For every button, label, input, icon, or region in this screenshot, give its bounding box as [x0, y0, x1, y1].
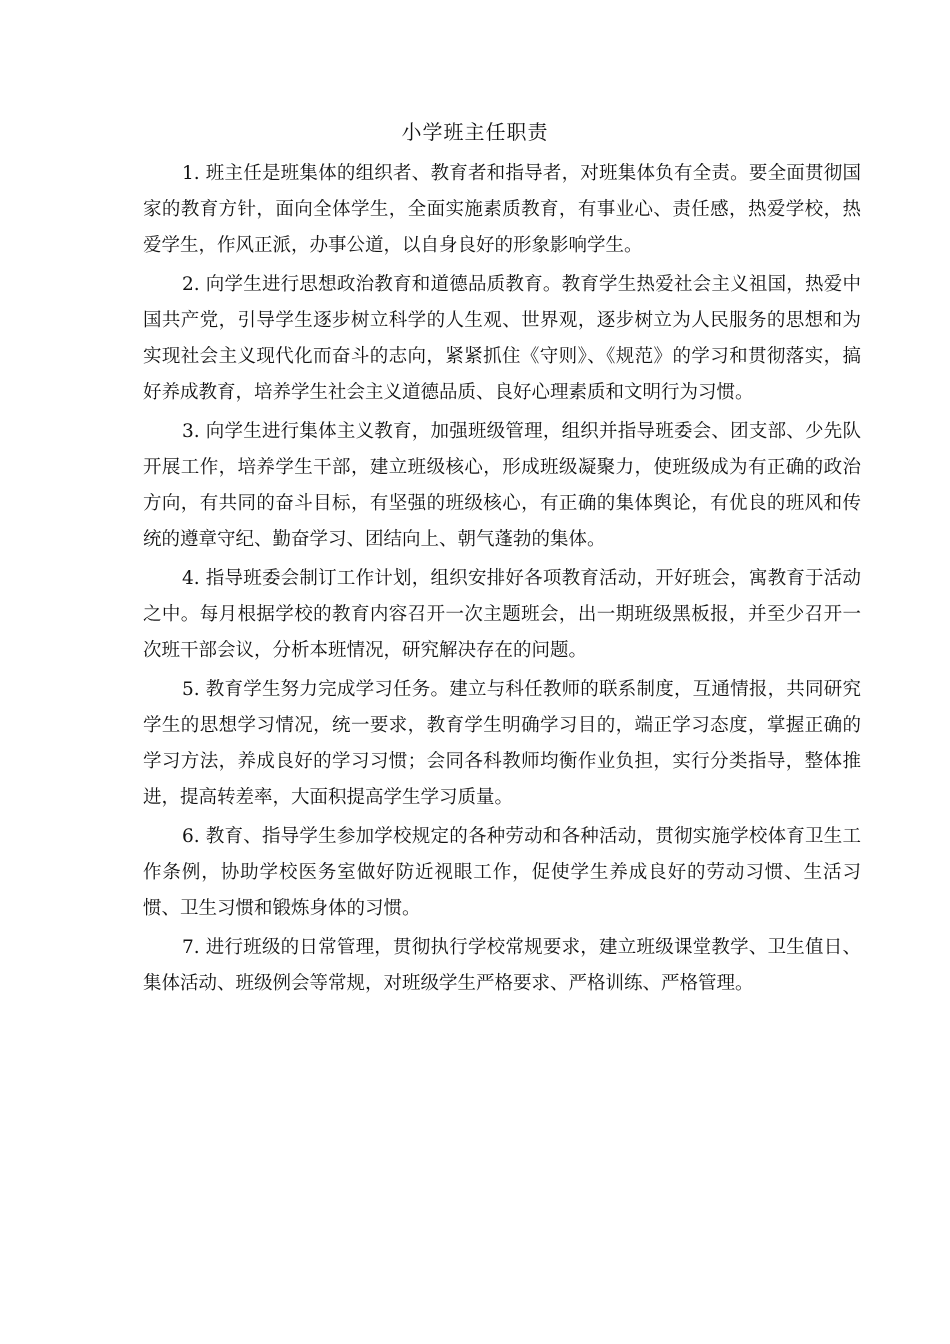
document-body: [143, 156, 861, 1005]
paragraph-3: 3. 向学生进行集体主义教育，加强班级管理，组织并指导班委会、团支部、少先队开展工作，培养学生干部，建立班级核心，形成班级凝聚力，使班级成为有正确的政治方向，有共同的奋斗目标，有坚强的班级核心，有正确的集体舆论，有优良的班风和传统的遵章守纪、勤奋学习、团结向上、朝气蓬勃的集体。: [143, 421, 861, 550]
page-title: 小学班主任职责: [401, 120, 549, 144]
paragraph-1: 1. 班主任是班集体的组织者、教育者和指导者，对班集体负有全责。要全面贯彻国家的教育方针，面向全体学生，全面实施素质教育，有事业心、责任感，热爱学校，热爱学生，作风正派，办事公道，以自身良好的形象影响学生。: [143, 163, 861, 256]
paragraph-7: 7. 进行班级的日常管理，贯彻执行学校常规要求，建立班级课堂教学、卫生值日、集体活动、班级例会等常规，对班级学生严格要求、严格训练、严格管理。: [143, 937, 861, 994]
paragraph-6: 6. 教育、指导学生参加学校规定的各种劳动和各种活动，贯彻实施学校体育卫生工作条例，协助学校医务室做好防近视眼工作，促使学生养成良好的劳动习惯、生活习惯、卫生习惯和锻炼身体的习惯。: [143, 826, 861, 919]
paragraph-4: 4. 指导班委会制订工作计划，组织安排好各项教育活动，开好班会，寓教育于活动之中。每月根据学校的教育内容召开一次主题班会，出一期班级黑板报，并至少召开一次班干部会议，分析本班情况，研究解决存在的问题。: [143, 568, 861, 661]
paragraph-2: 2. 向学生进行思想政治教育和道德品质教育。教育学生热爱社会主义祖国，热爱中国共产党，引导学生逐步树立科学的人生观、世界观，逐步树立为人民服务的思想和为实现社会主义现代化而奋斗的志向，紧紧抓住《守则》、《规范》的学习和贯彻落实，搞好养成教育，培养学生社会主义道德品质、良好心理素质和文明行为习惯。: [143, 274, 861, 403]
paragraph-5: 5. 教育学生努力完成学习任务。建立与科任教师的联系制度，互通情报，共同研究学生的思想学习情况，统一要求，教育学生明确学习目的，端正学习态度，掌握正确的学习方法，养成良好的学习习惯；会同各科教师均衡作业负担，实行分类指导，整体推进，提高转差率，大面积提高学生学习质量。: [143, 679, 861, 808]
